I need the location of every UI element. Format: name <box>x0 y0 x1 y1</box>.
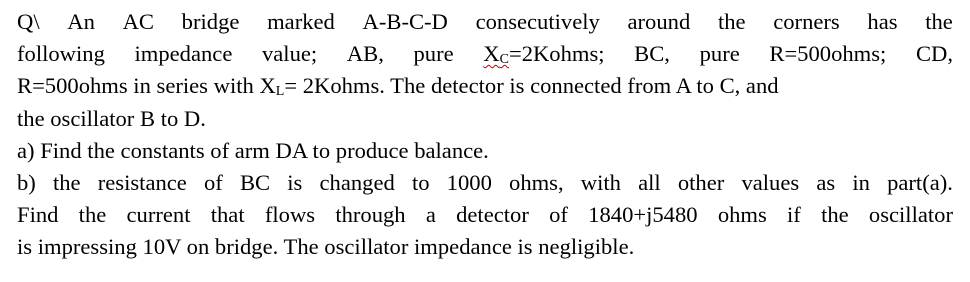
word: R=500ohms; <box>769 41 887 67</box>
word: 1000 <box>446 169 492 195</box>
part-b-line-1 <box>17 167 953 199</box>
question-text <box>17 6 953 264</box>
word: as <box>816 169 836 195</box>
word: bridge <box>181 9 240 34</box>
part-b-line-3: is impressing 10V on bridge. The oscillator impedance is negligible. <box>17 234 635 260</box>
word: CD, <box>915 41 953 67</box>
word: pure <box>413 41 454 67</box>
word: values <box>741 169 800 195</box>
word: the <box>821 202 849 228</box>
question-line-4: the oscillator B to D. <box>17 105 206 131</box>
line-3-end: = 2Kohms. The detector is connected from A to C, and <box>284 73 779 99</box>
xl-subscript: L <box>275 84 285 100</box>
word: that <box>210 202 245 228</box>
word: b) <box>17 169 36 195</box>
word: pure <box>699 41 740 67</box>
word: the <box>925 9 953 34</box>
word: with <box>580 169 621 195</box>
word: impedance <box>134 41 233 67</box>
question-line-3 <box>17 70 953 102</box>
word: BC <box>239 169 271 195</box>
xc-term <box>483 38 604 70</box>
word: ohms, <box>509 169 564 195</box>
word: to <box>411 169 430 195</box>
word: other <box>677 169 725 195</box>
word: part(a). <box>887 169 953 195</box>
word: AC <box>122 9 154 34</box>
word: Find <box>17 202 59 228</box>
word: in <box>852 169 870 195</box>
word: Q\ <box>17 9 40 34</box>
word: of <box>549 202 568 228</box>
word: current <box>126 202 191 228</box>
word: value; <box>261 41 318 67</box>
xc-symbol <box>483 41 509 66</box>
word: has <box>867 9 898 34</box>
word: if <box>787 202 801 228</box>
word: An <box>67 9 95 34</box>
word: ohms <box>717 202 767 228</box>
word: is <box>287 169 303 195</box>
word: all <box>638 169 661 195</box>
word: resistance <box>97 169 187 195</box>
word: following <box>17 41 105 67</box>
word: the <box>717 9 746 34</box>
word: through <box>335 202 406 228</box>
word: oscillator <box>868 202 953 228</box>
word: AB, <box>346 41 384 67</box>
word: a <box>425 202 436 228</box>
word: around <box>627 9 691 34</box>
word: the <box>78 202 107 228</box>
xc-subscript: C <box>499 52 509 68</box>
line-3-start: R=500ohms in series with X <box>17 73 276 99</box>
word: BC, <box>634 41 670 67</box>
word: 1840+j5480 <box>588 202 698 228</box>
word: A-B-C-D <box>362 9 448 34</box>
word: marked <box>267 9 335 34</box>
question-line-2 <box>17 38 953 70</box>
question-line-1 <box>17 6 953 38</box>
word: flows <box>264 202 316 228</box>
xc-letter: X <box>483 41 500 67</box>
part-b-line-2 <box>17 199 953 231</box>
word: of <box>203 169 223 195</box>
part-a: a) Find the constants of arm DA to produce balance. <box>17 137 489 163</box>
word: consecutively <box>475 9 600 34</box>
xc-value: =2Kohms; <box>508 41 605 67</box>
word: corners <box>773 9 840 34</box>
word: changed <box>319 169 395 195</box>
word: detector <box>456 202 529 228</box>
word: the <box>52 169 81 195</box>
